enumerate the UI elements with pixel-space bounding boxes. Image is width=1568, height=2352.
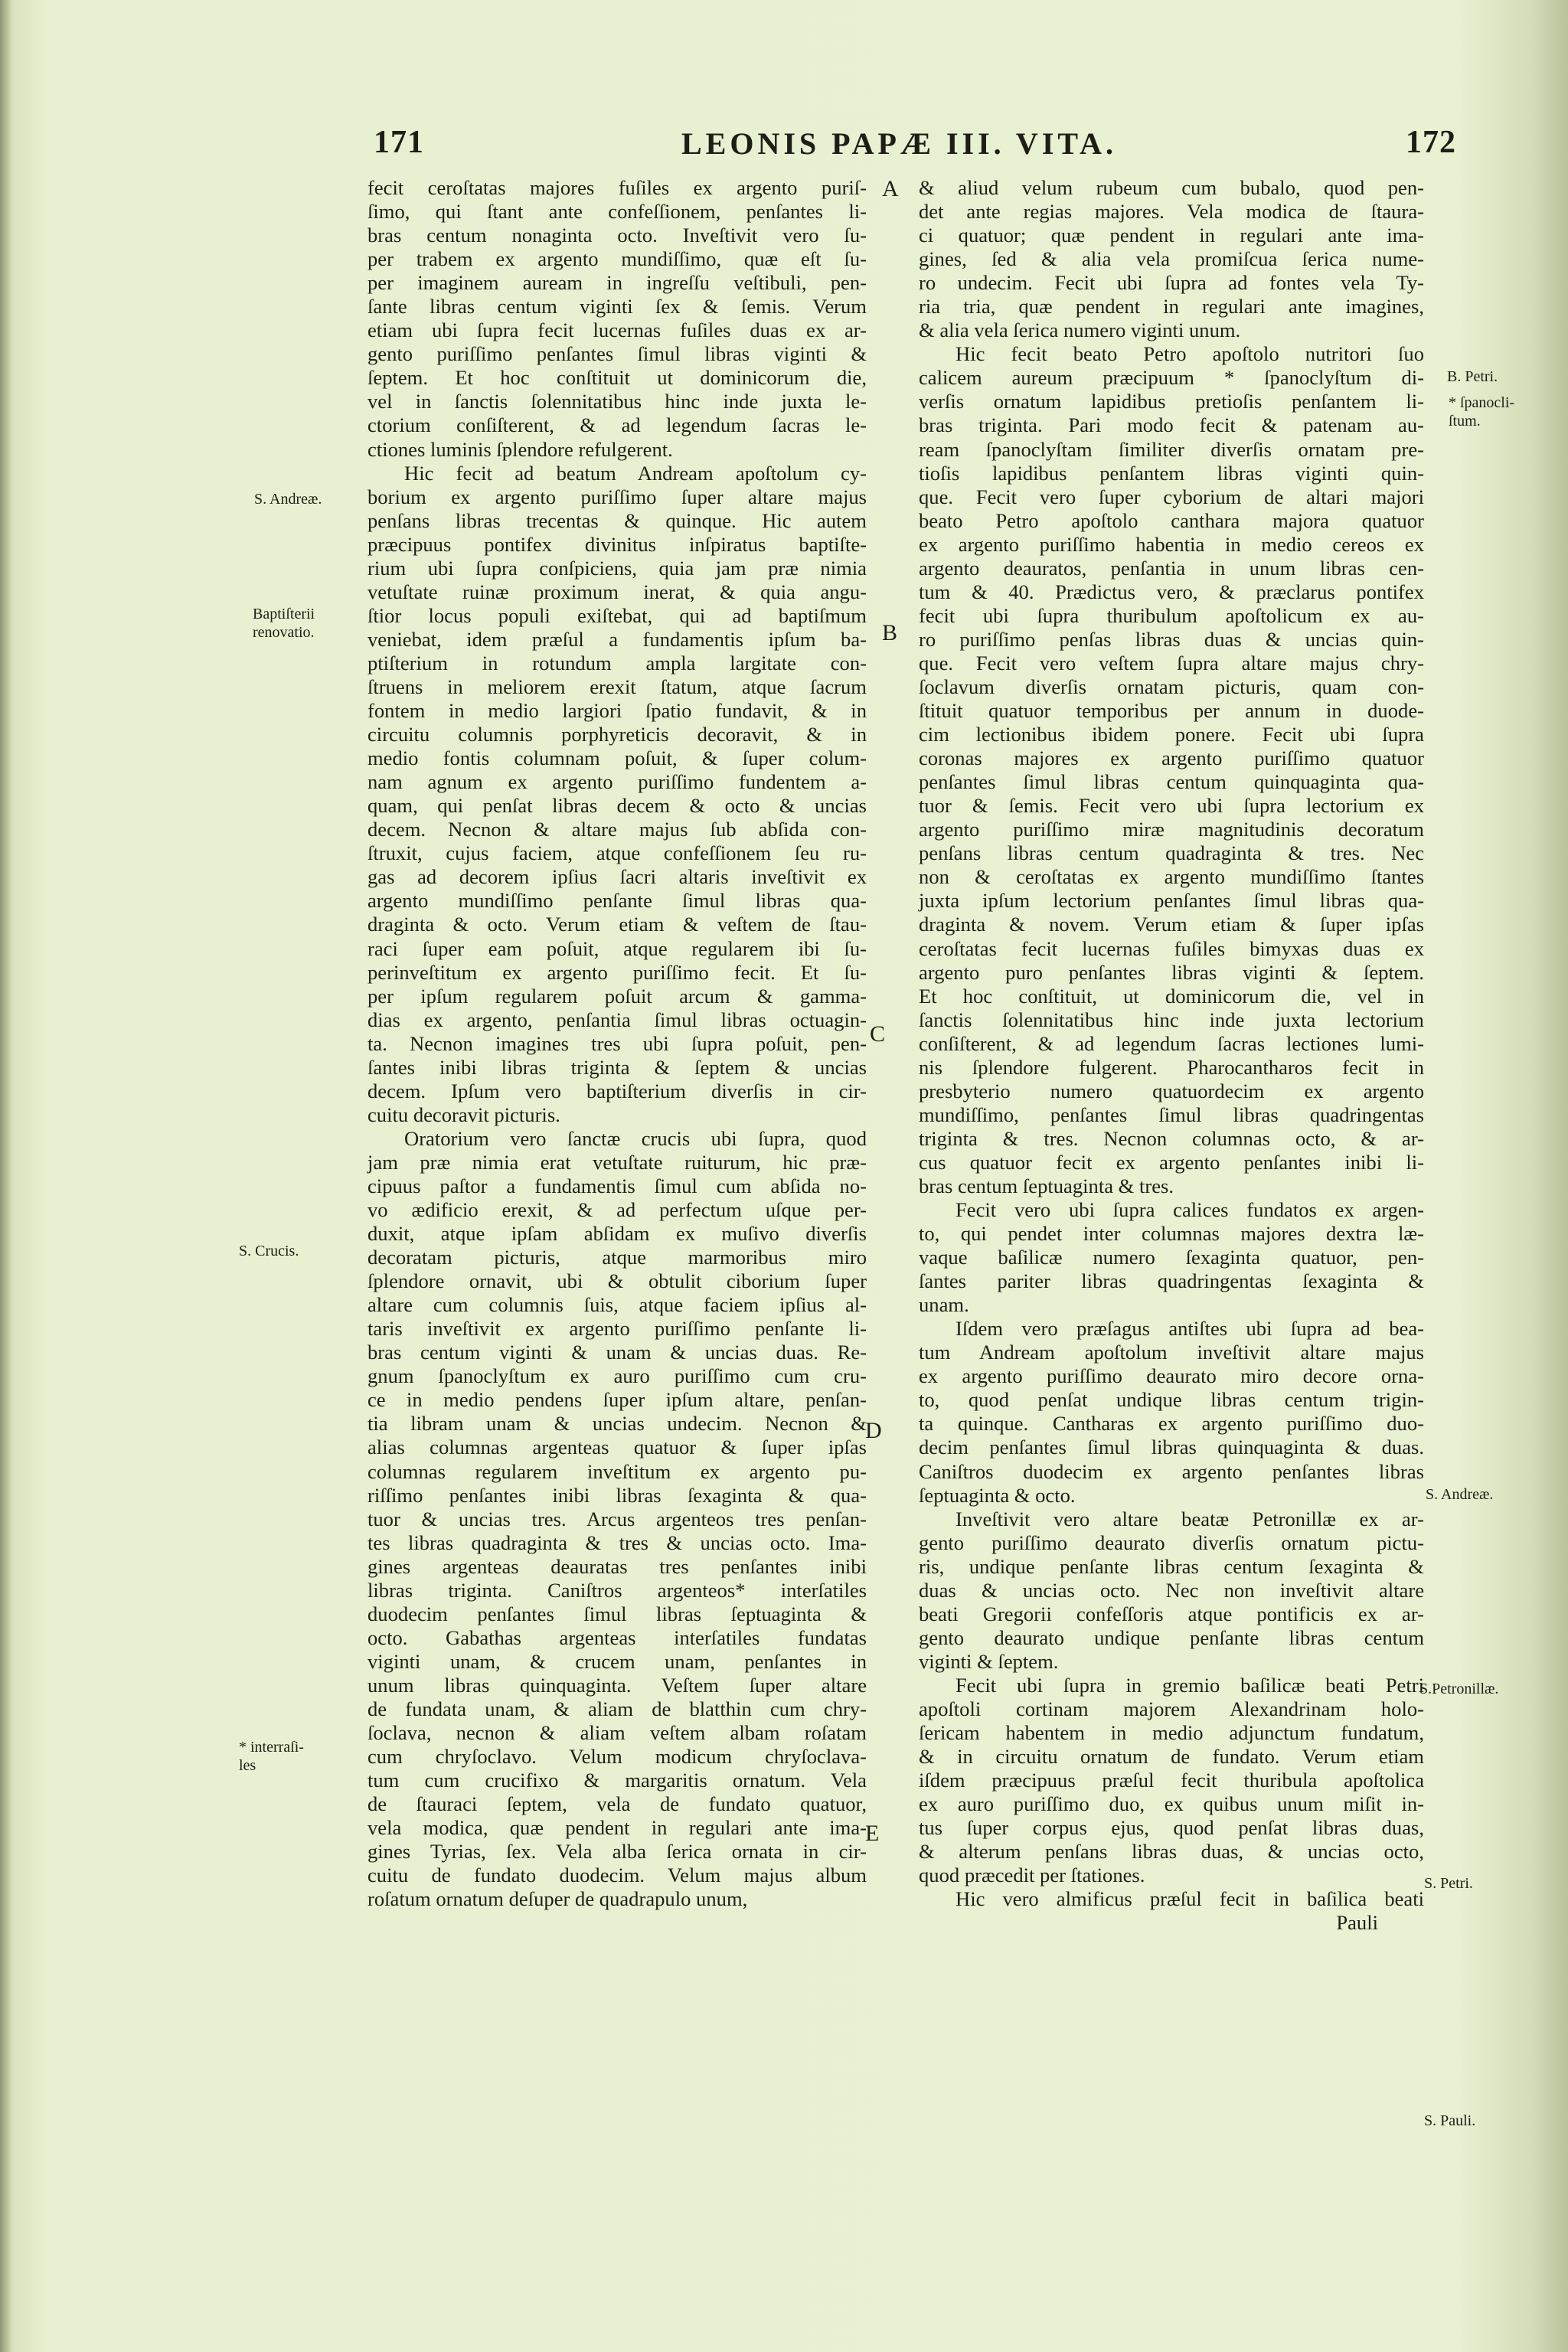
text-line: penſantes ſimul libras centum quinquaginta qua- — [919, 770, 1424, 794]
text-line: ex argento puriſſimo deaurato miro decore orna- — [919, 1364, 1424, 1388]
text-line: tum cum crucifixo & margaritis ornatum. Vela — [368, 1769, 867, 1792]
text-line: ſoclavum diverſis ornatam picturis, quam con- — [919, 675, 1424, 698]
text-line: decoratam picturis, atque marmoribus miro — [368, 1246, 867, 1269]
text-line: tus ſuper corpus ejus, quod penſat libras duas, — [919, 1816, 1424, 1840]
text-line: gas ad decorem ipſius ſacri altaris inveſtivit ex — [368, 865, 867, 889]
text-line: ſtruxit, cujus faciem, atque confeſſionem ſeu ru- — [368, 841, 867, 865]
text-line: argento mundiſſimo penſante ſimul libras qua- — [368, 889, 867, 913]
text-line: tuor & uncias tres. Arcus argenteos tres penſan- — [368, 1507, 867, 1530]
text-line: Inveſtivit vero altare beatæ Petronillæ ex ar- — [956, 1507, 1424, 1530]
text-line: ſoclava, necnon & aliam veſtem albam roſatam — [368, 1721, 867, 1745]
text-line: beato Petro apoſtolo canthara majora quatuor — [919, 508, 1424, 532]
text-line: cipuus paſtor a fundamentis ſimul cum abſida no- — [368, 1174, 867, 1197]
text-line: nam agnum ex argento puriſſimo fundentem a- — [368, 770, 867, 794]
binding-gutter — [0, 0, 11, 2352]
text-line: gines, ſed & alia vela promiſcua ſerica nume- — [919, 247, 1424, 271]
text-line: Fecit ubi ſupra in gremio baſilicæ beati Petri — [956, 1673, 1424, 1697]
running-header — [0, 124, 1568, 170]
text-line: vetuſtate ruinæ proximum inerat, & quia angu- — [368, 580, 867, 603]
text-line: juxta ipſum lectorium penſantes ſimul libras qua- — [919, 889, 1424, 913]
text-line: ſplendore ornavit, ubi & obtulit ciborium ſuper — [368, 1269, 867, 1293]
text-column-right — [919, 176, 1424, 1935]
text-line: perinveſtitum ex argento puriſſimo fecit. Et ſu- — [368, 960, 867, 984]
text-line: cuitu de fundato duodecim. Velum majus album — [368, 1864, 867, 1887]
text-line: vaque baſilicæ numero ſexaginta quatuor, pen- — [919, 1246, 1424, 1269]
text-line: Hic vero almificus præſul fecit in baſilica beati — [956, 1887, 1424, 1911]
text-line: & alterum penſans libras duas, & uncias octo, — [919, 1840, 1424, 1864]
text-line: borium ex argento puriſſimo ſuper altare majus — [368, 485, 867, 508]
running-title: LEONIS PAPÆ III. VITA. — [681, 126, 1117, 161]
text-line: libras triginta. Caniſtros argenteos* interſatiles — [368, 1578, 867, 1602]
text-line: fecit ceroſtatas majores fuſiles ex argento puriſ- — [368, 176, 867, 199]
section-letter-c: C — [870, 1021, 886, 1047]
text-line: duas & uncias octo. Nec non inveſtivit altare — [919, 1578, 1424, 1602]
text-line: ria tria, quæ pendent in regulari ante imagines, — [919, 295, 1424, 318]
margin-note-s-crucis: S. Crucis. — [239, 1243, 299, 1259]
text-line: tioſis lapidibus penſantem libras viginti quin- — [919, 461, 1424, 485]
margin-note-b-petri: B. Petri. — [1447, 368, 1498, 385]
text-line: presbyterio numero quatuordecim ex argento — [919, 1079, 1424, 1102]
text-line: ſanctis ſolennitatibus hinc inde juxta lectorium — [919, 1008, 1424, 1031]
text-line: tuor & ſemis. Fecit vero ubi ſupra lectorium ex — [919, 794, 1424, 818]
text-line: to, quod penſat undique libras centum trigin- — [919, 1388, 1424, 1412]
margin-note-s-andreae-right: S. Andreæ. — [1426, 1486, 1494, 1503]
text-line: det ante regias majores. Vela modica de ſtaura- — [919, 200, 1424, 224]
text-line: unam. — [919, 1293, 969, 1317]
text-line: ex argento puriſſimo habentia in medio cereos ex — [919, 532, 1424, 556]
text-line: Fecit vero ubi ſupra calices fundatos ex argen- — [956, 1198, 1424, 1222]
text-line: Hic fecit ad beatum Andream apoſtolum cy- — [404, 461, 867, 485]
margin-note-baptisterii: Baptiſterii renovatio. — [253, 606, 315, 641]
text-line: quam, qui penſat libras decem & octo & uncias — [368, 794, 867, 818]
text-line: vela modica, quæ pendent in regulari ante ima- — [368, 1816, 867, 1840]
text-line: decem. Necnon & altare majus ſub abſida con- — [368, 818, 867, 841]
text-line: riſſimo penſantes inibi libras ſexaginta & qua- — [368, 1483, 867, 1507]
text-line: tia libram unam & uncias undecim. Necnon & — [368, 1412, 867, 1436]
text-line: gento puriſſimo deaurato diverſis ornatum pictu- — [919, 1530, 1424, 1554]
text-line: ſeptem. Et hoc conſtituit ut dominicorum die, — [368, 366, 867, 390]
text-line: ſeptuaginta & octo. — [919, 1483, 1076, 1507]
text-line: cim lectionibus ibidem ponere. Fecit ubi ſupra — [919, 723, 1424, 746]
text-line: vo ædificio erexit, & ad perfectum uſque per- — [368, 1198, 867, 1222]
text-line: per ipſum regularem poſuit arcum & gamma- — [368, 984, 867, 1008]
text-line: bras centum nonaginta octo. Inveſtivit vero ſu- — [368, 224, 867, 247]
text-line: ſtituit quatuor temporibus per annum in duode- — [919, 699, 1424, 723]
text-line: ta. Necnon imagines tres ubi ſupra poſuit, pen- — [368, 1031, 867, 1055]
margin-note-s-andreae: S. Andreæ. — [254, 491, 322, 508]
text-line: cus quatuor fecit ex argento penſantes inibi li- — [919, 1150, 1424, 1174]
text-line: decem. Ipſum vero baptiſterium diverſis in cir- — [368, 1079, 867, 1102]
text-line: mundiſſimo, penſantes ſimul libras quadringentas — [919, 1102, 1424, 1126]
text-line: ſante libras centum viginti ſex & ſemis. Verum — [368, 295, 867, 318]
text-line: Et hoc conſtituit, ut dominicorum die, vel in — [919, 984, 1424, 1008]
text-line: ream ſpanoclyſtam ſimiliter diverſis ornatam pre- — [919, 437, 1424, 461]
text-line: draginta & novem. Verum etiam & ſuper ipſas — [919, 913, 1424, 936]
page-number-left: 171 — [374, 125, 424, 160]
text-line: columnas regularem inveſtitum ex argento pu- — [368, 1459, 867, 1483]
text-line: gines argenteas deauratas tres penſantes inibi — [368, 1554, 867, 1578]
text-line: unum libras quinquaginta. Veſtem ſuper altare — [368, 1673, 867, 1697]
text-line: ctorium conſiſterent, & ad legendum ſacras le- — [368, 413, 867, 437]
margin-note-s-pauli: S. Pauli. — [1424, 2112, 1476, 2129]
text-line: que. Fecit vero ſuper cyborium de altari majori — [919, 485, 1424, 508]
text-line: bras centum viginti & unam & uncias duas. Re- — [368, 1341, 867, 1364]
text-line: circuitu columnis porphyreticis decoravit, & in — [368, 723, 867, 746]
text-line: gento deaurato undique penſante libras centum — [919, 1625, 1424, 1649]
text-line: apoſtoli cortinam majorem Alexandrinam holo- — [919, 1697, 1424, 1720]
text-line: bras triginta. Pari modo fecit & patenam au- — [919, 413, 1424, 437]
text-line: ro puriſſimo penſas libras duas & uncias quin- — [919, 627, 1424, 651]
text-line: non & ceroſtatas ex argento mundiſſimo ſtantes — [919, 865, 1424, 889]
text-line: argento puro penſantes libras viginti & ſeptem. — [919, 960, 1424, 984]
text-line: gento puriſſimo penſantes ſimul libras viginti & — [368, 342, 867, 366]
text-line: ſtior locus populi exiſtebat, qui ad baptiſmum — [368, 603, 867, 627]
section-letter-e: E — [865, 1821, 880, 1846]
text-line: altare cum columnis ſuis, atque faciem ipſius al- — [368, 1293, 867, 1317]
text-line: tes libras quadraginta & tres & uncias octo. Ima- — [368, 1530, 867, 1554]
text-line: fontem in medio largiori ſpatio fundavit, & in — [368, 699, 867, 723]
text-line: Pauli — [1336, 1911, 1378, 1935]
text-line: argento puriſſimo miræ magnitudinis decoratum — [919, 818, 1424, 841]
text-line: conſiſterent, & ad legendum ſacras lectiones lumi- — [919, 1031, 1424, 1055]
text-line: roſatum ornatum deſuper de quadrapulo unum, — [368, 1887, 748, 1911]
text-line: iſdem præcipuus præſul fecit thuribula apoſtolica — [919, 1769, 1424, 1792]
text-line: triginta & tres. Necnon columnas octo, & ar- — [919, 1126, 1424, 1150]
text-line: decim penſantes ſimul libras quinquaginta & duas. — [919, 1436, 1424, 1459]
text-line: beati Gregorii confeſſoris atque pontificis ex ar- — [919, 1602, 1424, 1625]
text-line: præcipuus pontifex divinitus inſpiratus baptiſte- — [368, 532, 867, 556]
text-line: taris inveſtivit ex argento puriſſimo penſante li- — [368, 1317, 867, 1341]
text-line: gines Tyrias, ſex. Vela alba ſerica ornata in cir- — [368, 1840, 867, 1864]
text-line: Hic fecit beato Petro apoſtolo nutritori ſuo — [956, 342, 1424, 366]
text-line: ta quinque. Cantharas ex argento puriſſimo duo- — [919, 1412, 1424, 1436]
text-line: to, qui pendet inter columnas majores dextra læ- — [919, 1222, 1424, 1246]
text-line: medio fontis columnam poſuit, & ſuper colum- — [368, 746, 867, 770]
text-line: penſans libras centum quadraginta & tres. Nec — [919, 841, 1424, 865]
text-line: coronas majores ex argento puriſſimo quatuor — [919, 746, 1424, 770]
text-line: vel in ſanctis ſolennitatibus hinc inde juxta le- — [368, 390, 867, 413]
text-line: draginta & octo. Verum etiam & veſtem de ſtau- — [368, 913, 867, 936]
section-letter-b: B — [882, 620, 898, 645]
text-line: ce in medio pendens ſuper ipſum altare, penſan- — [368, 1388, 867, 1412]
text-line: ex auro puriſſimo duo, ex quibus unum miſit in- — [919, 1792, 1424, 1816]
text-column-left — [368, 176, 867, 1911]
text-line: etiam ubi ſupra fecit lucernas fuſiles duas ex ar- — [368, 318, 867, 342]
text-line: tum Andream apoſtolum inveſtivit altare majus — [919, 1341, 1424, 1364]
text-line: duodecim penſantes ſimul libras ſeptuaginta & — [368, 1602, 867, 1625]
text-line: Iſdem vero præſagus antiſtes ubi ſupra ad bea- — [956, 1317, 1424, 1341]
text-line: penſans libras trecentas & quinque. Hic autem — [368, 508, 867, 532]
text-line: ptiſterium in rotundum ampla largitate con- — [368, 651, 867, 675]
text-line: viginti unam, & crucem unam, penſantes in — [368, 1649, 867, 1673]
margin-note-s-petronillae: S.Petronillæ. — [1419, 1681, 1499, 1697]
text-line: per trabem ex argento mundiſſimo, quæ eſt ſu- — [368, 247, 867, 271]
text-line: cum chryſoclavo. Velum modicum chryſoclava- — [368, 1745, 867, 1769]
section-letter-d: D — [865, 1418, 882, 1443]
text-line: de ſtauraci ſeptem, vela de fundato quatuor, — [368, 1792, 867, 1816]
text-line: ſimo, qui ſtant ante confeſſionem, penſantes li- — [368, 200, 867, 224]
text-line: gnum ſpanoclyſtum ex auro puriſſimo cum cru- — [368, 1364, 867, 1388]
text-line: rium ubi ſupra conſpiciens, quia jam præ nimia — [368, 556, 867, 580]
text-line: ci quatuor; quæ pendent in regulari ante ima- — [919, 224, 1424, 247]
text-line: raci ſuper eam poſuit, atque regularem ibi ſu- — [368, 936, 867, 960]
text-line: que. Fecit vero veſtem ſupra altare majus chry- — [919, 651, 1424, 675]
text-line: dias ex argento, penſantia ſimul libras octuagin- — [368, 1008, 867, 1031]
text-line: argento deauratos, penſantia in unum libras cen- — [919, 556, 1424, 580]
text-line: & alia vela ſerica numero viginti unum. — [919, 318, 1241, 342]
text-line: ris, undique penſante libras centum ſexaginta & — [919, 1554, 1424, 1578]
text-line: veniebat, idem præſul a fundamentis ipſum ba- — [368, 627, 867, 651]
text-line: calicem aureum præcipuum * ſpanoclyſtum di- — [919, 366, 1424, 390]
page-number-right: 172 — [1406, 125, 1456, 160]
text-line: Oratorium vero ſanctæ crucis ubi ſupra, quod — [404, 1126, 867, 1150]
text-line: ſericam habentem in medio adjunctum fundatum, — [919, 1721, 1424, 1745]
text-line: duxit, atque ipſam abſidam ex muſivo diverſis — [368, 1222, 867, 1246]
text-line: fecit ubi ſupra thuribulum apoſtolicum ex au- — [919, 603, 1424, 627]
text-line: Caniſtros duodecim ex argento penſantes libras — [919, 1459, 1424, 1483]
text-line: bras centum ſeptuaginta & tres. — [919, 1174, 1174, 1197]
text-line: ſantes inibi libras triginta & ſeptem & uncias — [368, 1055, 867, 1079]
text-line: ſantes pariter libras quadringentas ſexaginta & — [919, 1269, 1424, 1293]
text-line: ceroſtatas fecit lucernas fuſiles bimyxas duas ex — [919, 936, 1424, 960]
section-letter-a: A — [882, 176, 899, 201]
text-line: & aliud velum rubeum cum bubalo, quod pen- — [919, 176, 1424, 199]
margin-note-spanoclistum: * ſpanocli- ſtum. — [1449, 394, 1515, 430]
text-line: ctiones luminis ſplendore refulgerent. — [368, 437, 673, 461]
text-line: viginti & ſeptem. — [919, 1649, 1059, 1673]
text-line: alias columnas argenteas quatuor & ſuper ipſas — [368, 1436, 867, 1459]
text-line: jam præ nimia erat vetuſtate ruiturum, hic præ- — [368, 1150, 867, 1174]
text-line: octo. Gabathas argenteas interſatiles fundatas — [368, 1625, 867, 1649]
text-line: tum & 40. Prædictus vero, & præclarus pontifex — [919, 580, 1424, 603]
text-line: per imaginem auream in ingreſſu veſtibuli, pen- — [368, 271, 867, 295]
margin-note-s-petri: S. Petri. — [1424, 1875, 1473, 1892]
text-line: verſis ornatum lapidibus pretioſis penſantem li- — [919, 390, 1424, 413]
text-line: ſtruens in meliorem erexit ſtatum, atque ſacrum — [368, 675, 867, 698]
text-line: quod præcedit per ſtationes. — [919, 1864, 1145, 1887]
text-line: ro undecim. Fecit ubi ſupra ad fontes vela Ty- — [919, 271, 1424, 295]
margin-note-interrasiles: * interraſi- les — [239, 1739, 304, 1774]
text-line: nis ſplendore fulgerent. Pharocantharos fecit in — [919, 1055, 1424, 1079]
text-line: de fundata unam, & aliam de blatthin cum chry- — [368, 1697, 867, 1720]
text-line: & in circuitu ornatum de fundato. Verum etiam — [919, 1745, 1424, 1769]
text-line: cuitu decoravit picturis. — [368, 1102, 560, 1126]
